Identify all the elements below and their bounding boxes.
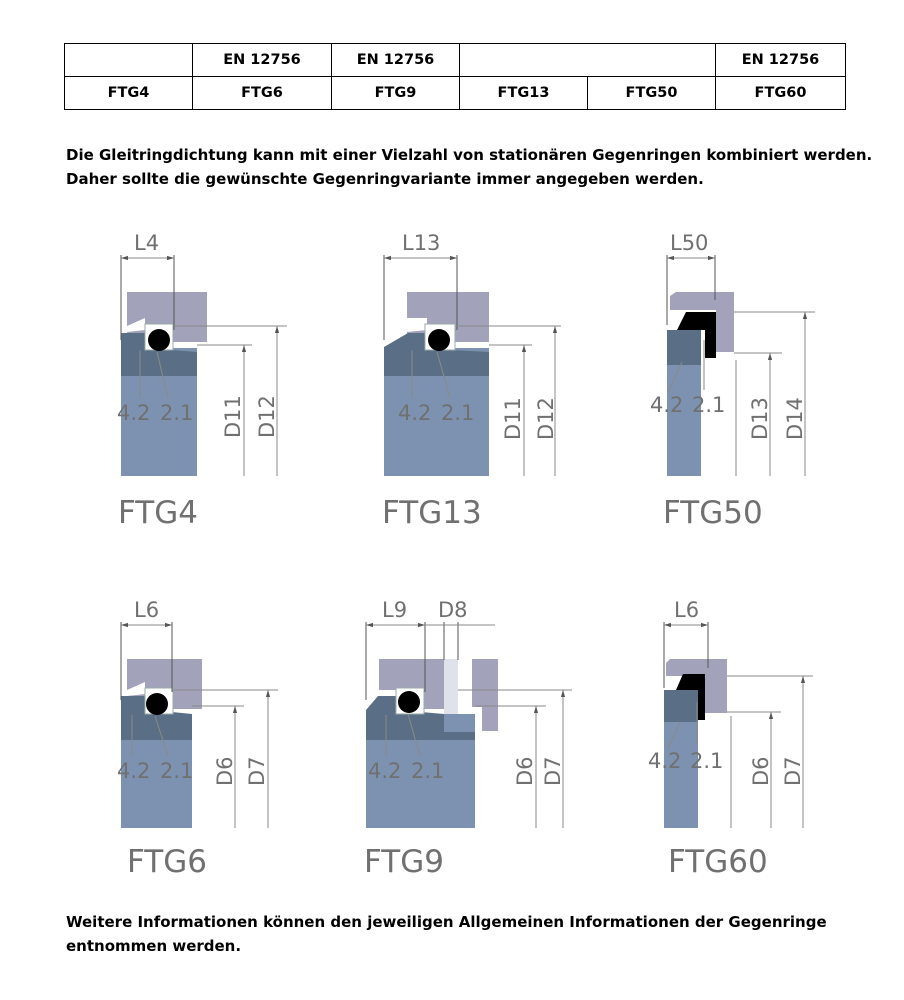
length-label: L6 [674,598,700,622]
header-cell: EN 12756 [193,44,332,77]
drawing-ftg9 [364,598,572,880]
drawing-ftg6 [117,598,278,880]
type-cell: FTG4 [65,77,193,110]
type-cell: FTG6 [193,77,332,110]
footer-line-1: Weitere Informationen können den jeweiligen Allgemeinen Informationen der Gegenringe [66,913,827,931]
part-label-4-2: 4.2 [398,401,432,425]
oring [148,329,170,351]
diameter-label-a: D11 [501,397,525,440]
rotating-ring [664,690,698,722]
drawing-title: FTG9 [364,844,444,880]
oring [428,329,450,351]
part-label-4-2: 4.2 [650,393,684,417]
oring [398,691,420,713]
type-cell: FTG9 [332,77,460,110]
part-label-4-2: 4.2 [648,749,682,773]
part-label-4-2: 4.2 [117,759,151,783]
diameter-label-b: D12 [255,395,279,438]
part-label-4-2: 4.2 [368,759,402,783]
part-label-2-1: 2.1 [160,759,194,783]
length-label: L13 [402,231,441,255]
drawing-title: FTG50 [663,495,763,531]
header-cell: EN 12756 [716,44,846,77]
diameter-label-b: D7 [245,756,269,786]
type-cell: FTG13 [460,77,588,110]
diameter-label-a: D6 [513,756,537,786]
type-cell: FTG50 [588,77,716,110]
seat-step [407,318,427,332]
rotating-ring [667,330,701,365]
oring [146,693,168,715]
diameter-label-a: D13 [748,397,772,440]
type-cell: FTG60 [716,77,846,110]
part-label-2-1: 2.1 [690,749,724,773]
drawing-ftg50 [650,231,815,531]
footer-text [66,910,827,958]
drawing-title: FTG13 [382,495,482,531]
diameter-label-b: D12 [534,397,558,440]
slot-width-label: D8 [438,598,468,622]
diameter-label-a: D11 [221,395,245,438]
drawing-ftg4 [117,231,287,531]
length-label: L4 [134,231,160,255]
part-label-2-1: 2.1 [411,759,445,783]
diameter-label-a: D6 [749,756,773,786]
part-label-2-1: 2.1 [441,401,475,425]
diameter-label-b: D14 [783,397,807,440]
part-label-2-1: 2.1 [692,393,726,417]
length-label: L9 [382,598,408,622]
intro-line-1: Die Gleitringdichtung kann mit einer Vielzahl von stationären Gegenringen kombiniert werden. [66,146,873,164]
diameter-label-b: D7 [541,756,565,786]
length-label: L50 [670,231,709,255]
length-label: L6 [134,598,160,622]
drawing-title: FTG60 [668,844,768,880]
intro-line-2: Daher sollte die gewünschte Gegenringvariante immer angegeben werden. [66,170,704,188]
drawing-ftg13 [382,231,561,531]
part-label-4-2: 4.2 [117,401,151,425]
header-cell: EN 12756 [332,44,460,77]
part-label-2-1: 2.1 [160,401,194,425]
diameter-label-b: D7 [781,756,805,786]
drawing-ftg60 [648,598,813,880]
diameter-label-a: D6 [213,756,237,786]
drawing-title: FTG6 [127,844,207,880]
footer-line-2: entnommen werden. [66,937,242,955]
drawing-title: FTG4 [118,495,198,531]
